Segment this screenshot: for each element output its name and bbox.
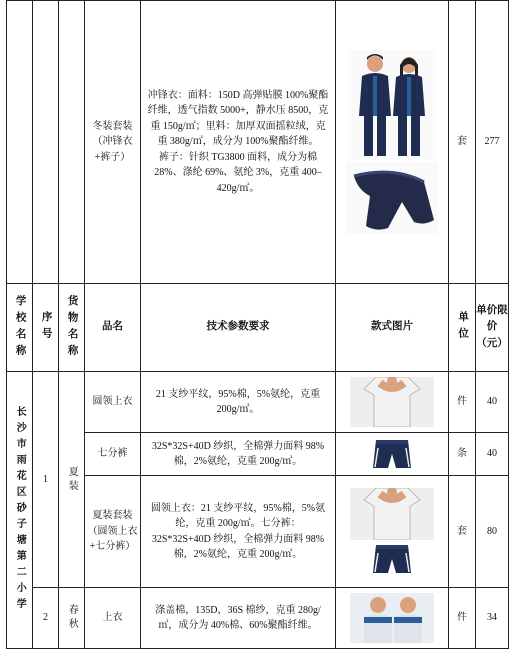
seq-text: 1: [43, 473, 48, 485]
item-name-text: 七分裤: [97, 448, 128, 460]
header-category-text: 货物名称: [66, 294, 78, 361]
header-unit-text: 单位: [457, 311, 469, 344]
seq-text: 2: [43, 612, 48, 624]
price-text: 40: [487, 396, 497, 408]
tech-spec: [141, 372, 336, 433]
category-cell: [59, 372, 85, 588]
header-seq: [33, 284, 59, 372]
unit-text: 条: [457, 448, 467, 460]
tech-spec: [141, 476, 336, 588]
school-name-text: 长沙市雨花区砂子塘第二小学: [14, 406, 26, 614]
item-name: [85, 476, 141, 588]
shorts-photo: [372, 542, 412, 576]
header-item: [85, 284, 141, 372]
table-row: [7, 1, 509, 284]
header-school: [7, 284, 33, 372]
tech-spec: [141, 588, 336, 649]
item-name-text: 圆领上衣: [92, 396, 133, 408]
school-name-cell: [7, 372, 33, 649]
category-cell: [59, 588, 85, 649]
price-cell: [476, 372, 509, 433]
price-cell: [476, 476, 509, 588]
unit-text: 套: [457, 525, 467, 537]
header-image: [336, 284, 449, 372]
unit-text: 件: [457, 612, 467, 624]
header-item-text: 品名: [102, 321, 123, 333]
style-image-cell: [336, 372, 449, 433]
price-text: 277: [484, 136, 500, 148]
spec-text: 32S*32S+40D 纱织，全棉弹力面料 98%棉，2%氨纶，克重 200g/㎡。: [151, 440, 325, 467]
category-cell-empty: [59, 1, 85, 284]
item-name: [85, 588, 141, 649]
header-price-text: 单价限价（元）: [476, 305, 508, 349]
header-spec: [141, 284, 336, 372]
style-image-cell: [336, 476, 449, 588]
price-cell: [476, 588, 509, 649]
style-image-cell: [336, 1, 449, 284]
tech-spec: [141, 433, 336, 476]
price-text: 40: [487, 448, 497, 460]
unit-cell: [449, 588, 476, 649]
header-image-text: 款式图片: [371, 321, 413, 333]
item-name: [85, 433, 141, 476]
spec-table: [6, 0, 509, 649]
seq-cell: [33, 372, 59, 588]
tshirt-photo: [350, 377, 434, 427]
unit-cell: [449, 372, 476, 433]
item-name-text: 冬装套装（冲锋衣+裤子）: [92, 120, 133, 163]
price-cell: [476, 433, 509, 476]
header-seq-text: 序号: [40, 311, 52, 344]
item-name-text: 上衣: [102, 612, 123, 624]
shorts-photo: [372, 438, 412, 470]
seq-cell-empty: [33, 1, 59, 284]
school-cell-empty: [7, 1, 33, 284]
category-text: 夏装: [66, 465, 78, 494]
unit-text: 件: [457, 396, 467, 408]
spec-jacket-text: 冲锋衣：面料：150D 高弹贴膜 100%聚酯纤维，透气指数 5000+，静水压 8500，克重 150g/㎡；里料：加厚双面摇粒绒，克重 380g/㎡，成分为 100%聚酯纤维。: [147, 89, 329, 148]
table-row: [7, 372, 509, 433]
header-category: [59, 284, 85, 372]
spring-uniform-photo: [350, 593, 434, 643]
price-text: 34: [487, 612, 497, 624]
style-image-cell: [336, 588, 449, 649]
price-text: 80: [487, 525, 497, 537]
header-spec-text: 技术参数要求: [206, 321, 270, 333]
tech-spec: [141, 1, 336, 284]
spec-pants-text: 裤子：针织 TG3800 面料，成分为棉 28%、涤纶 69%、氨纶 3%，克重 400–420g/㎡。: [154, 151, 322, 194]
item-name: [85, 372, 141, 433]
price-cell: [476, 1, 509, 284]
unit-cell: [449, 476, 476, 588]
table-row: [7, 588, 509, 649]
winter-pants-photo: [346, 162, 438, 234]
spec-text: 21 支纱平纹，95%棉，5%氨纶，克重 200g/㎡。: [155, 388, 321, 415]
unit-text: 套: [457, 136, 467, 148]
unit-cell: [449, 433, 476, 476]
winter-jacket-photo: [348, 50, 436, 160]
header-row: [7, 284, 509, 372]
spec-text: 圆领上衣：21 支纱平纹，95%棉，5%氨纶，克重 200g/㎡。七分裤：32S*32S+40D 纱织，全棉弹力面料 98%棉，2%氨纶，克重 200g/㎡。: [150, 502, 326, 560]
tshirt-photo: [350, 488, 434, 540]
unit-cell: [449, 1, 476, 284]
style-image-cell: [336, 433, 449, 476]
header-price: [476, 284, 509, 372]
header-school-text: 学校名称: [14, 294, 26, 361]
spec-text: 涤盖棉，135D，36S 棉纱，克重 280g/㎡，成分为 40%棉、60%聚酯纤维。: [155, 604, 321, 631]
category-text: 春秋: [66, 604, 78, 632]
header-unit: [449, 284, 476, 372]
seq-cell: [33, 588, 59, 649]
item-name: [85, 1, 141, 284]
item-name-text: 夏装套装（圆领上衣+七分裤）: [87, 510, 138, 553]
